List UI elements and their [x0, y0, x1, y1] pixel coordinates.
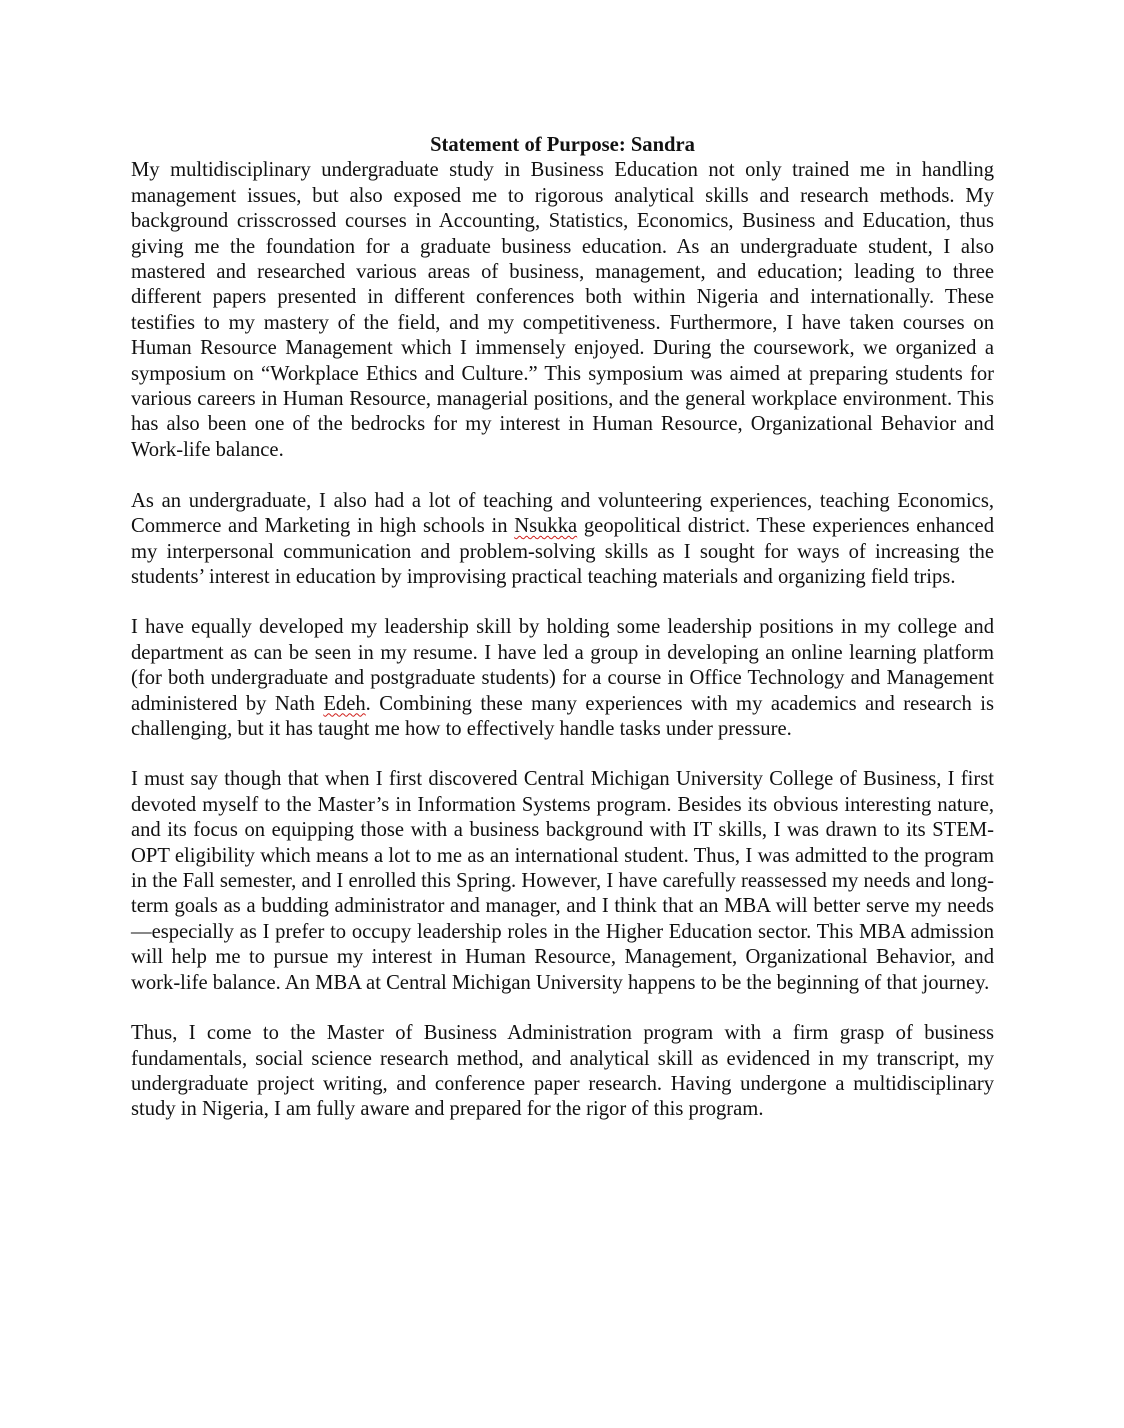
- paragraph-3-text-end: . Combining these many experiences with my academics and research is challenging, but it has taught me how to effectively handle tasks under pressure.: [131, 692, 994, 741]
- paragraph-3-text-start: I have equally developed my leadership skill by holding some leadership positions in my college and department as can be seen in my resume. I have led a group in developing an online learning platform (for both undergraduate and postgraduate students) for a course in Office Technology and Management administered by Nath: [131, 616, 994, 715]
- paragraph-3: [131, 615, 994, 742]
- paragraph-2: [131, 489, 994, 591]
- spellcheck-flagged-word[interactable]: Edeh: [323, 692, 366, 715]
- paragraph-2-text-end: geopolitical district. These experiences enhanced my interpersonal communication and problem-solving skills as I sought for ways of increasing the students’ interest in education by improvising practical teaching materials and organizing field trips.: [131, 515, 994, 588]
- document-body: [131, 133, 994, 1148]
- spellcheck-flagged-word[interactable]: Nsukka: [514, 515, 578, 538]
- paragraph-4: I must say though that when I first discovered Central Michigan University College of Business, I first devoted myself to the Master’s in Information Systems program. Besides its obvious interesting nature, and its focus on equipping those with a business background with IT skills, I was drawn to its STEM-OPT eligibility which means a lot to me as an international student. Thus, I was admitted to the program in the Fall semester, and I enrolled this Spring. However, I have carefully reassessed my needs and long-term goals as a budding administrator and manager, and I think that an MBA will better serve my needs—especially as I prefer to occupy leadership roles in the Higher Education sector. This MBA admission will help me to pursue my interest in Human Resource, Management, Organizational Behavior, and work-life balance. An MBA at Central Michigan University happens to be the beginning of that journey.: [131, 768, 994, 994]
- paragraph-5: Thus, I come to the Master of Business Administration program with a firm grasp of business fundamentals, social science research method, and analytical skill as evidenced in my transcript, my undergraduate project writing, and conference paper research. Having undergone a multidisciplinary study in Nigeria, I am fully aware and prepared for the rigor of this program.: [131, 1022, 994, 1121]
- paragraph-1: My multidisciplinary undergraduate study in Business Education not only trained me in handling management issues, but also exposed me to rigorous analytical skills and research methods. My background crisscrossed courses in Accounting, Statistics, Economics, Business and Education, thus giving me the foundation for a graduate business education. As an undergraduate student, I also mastered and researched various areas of business, management, and education; leading to three different papers presented in different conferences both within Nigeria and internationally. These testifies to my mastery of the field, and my competitiveness. Furthermore, I have taken courses on Human Resource Management which I immensely enjoyed. During the coursework, we organized a symposium on “Workplace Ethics and Culture.” This symposium was aimed at preparing students for various careers in Human Resource, managerial positions, and the general workplace environment. This has also been one of the bedrocks for my interest in Human Resource, Organizational Behavior and Work-life balance.: [131, 159, 994, 461]
- document-title: Statement of Purpose: Sandra: [430, 134, 695, 156]
- paragraph-2-text-start: As an undergraduate, I also had a lot of teaching and volunteering experiences, teaching Economics, Commerce and Marketing in high schools in: [131, 489, 994, 538]
